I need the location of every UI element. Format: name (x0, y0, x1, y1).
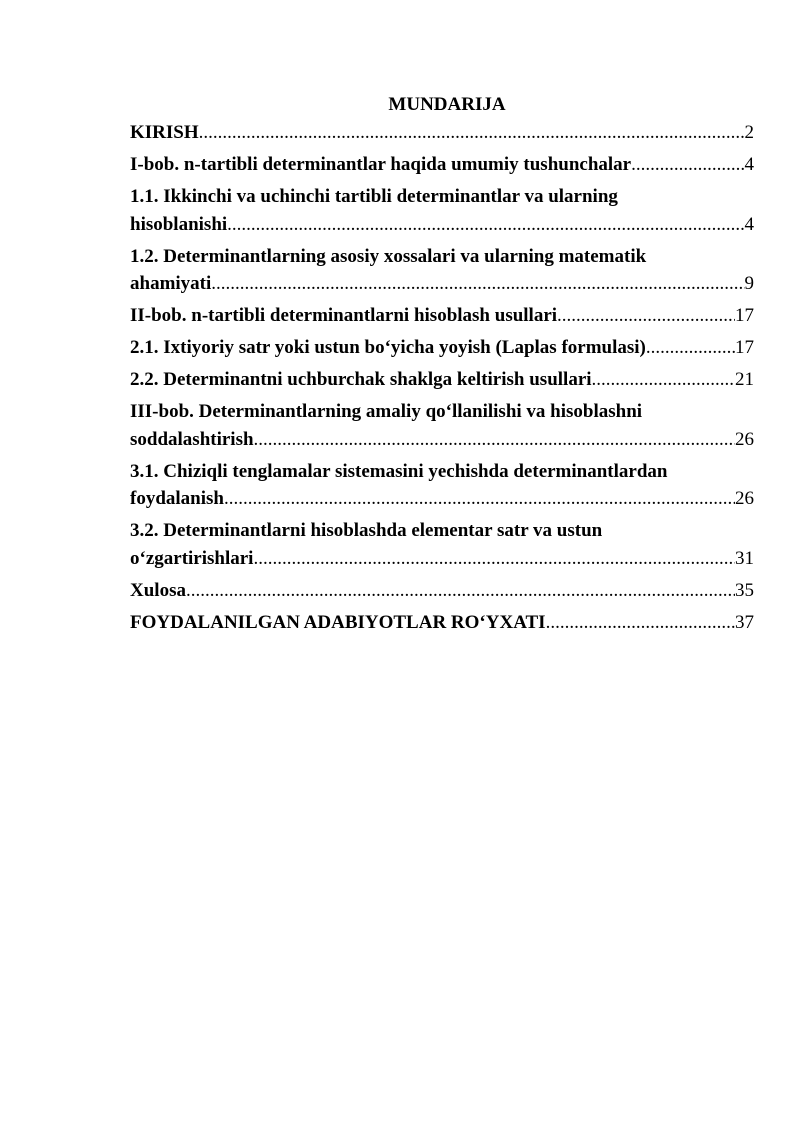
toc-entry-line (130, 302, 754, 330)
document-page (130, 92, 754, 641)
toc-entry-title: 3.1. Chiziqli tenglamalar sistemasini yechishda determinantlardan (130, 460, 668, 482)
toc-dot-leader (546, 609, 735, 637)
toc-entry-chapter-2[interactable] (130, 302, 754, 330)
toc-page-number: 26 (735, 428, 754, 450)
toc-page-number: 21 (735, 369, 754, 390)
toc-entry-title: II-bob. n-tartibli determinantlarni hisoblash usullari (130, 305, 558, 326)
toc-entry-title: Xulosa (130, 579, 186, 601)
toc-entry-section-1-2[interactable] (130, 243, 754, 298)
toc-dot-leader (186, 577, 735, 605)
toc-entry-title-continued: ahamiyati (130, 273, 212, 294)
toc-dot-leader (631, 151, 744, 179)
toc-entry-title-continued: soddalashtirish (130, 428, 254, 450)
toc-entry-references[interactable] (130, 609, 754, 637)
toc-page-number: 17 (735, 305, 754, 326)
toc-page-number: 26 (735, 488, 754, 509)
toc-dot-leader (227, 211, 744, 239)
toc-entry-chapter-3[interactable] (130, 398, 754, 453)
toc-page-number: 4 (744, 154, 754, 175)
toc-entry-title: KIRISH (130, 122, 199, 143)
toc-page-number: 31 (735, 547, 754, 569)
toc-entry-line (130, 119, 754, 147)
toc-entry-chapter-1[interactable] (130, 151, 754, 179)
toc-entry-line (130, 485, 754, 513)
toc-entry-line (130, 334, 754, 362)
toc-entry-line (130, 426, 754, 454)
page-title: MUNDARIJA (388, 94, 506, 115)
toc-dot-leader (646, 334, 735, 362)
toc-dot-leader (254, 426, 735, 454)
toc-page-number: 35 (735, 579, 754, 601)
toc-dot-leader (592, 366, 735, 394)
toc-entry-title-continued: hisoblanishi (130, 213, 228, 235)
toc-entry-section-2-2[interactable] (130, 366, 754, 394)
toc-entry-line (130, 211, 754, 239)
toc-dot-leader (557, 302, 735, 330)
toc-entry-section-3-1[interactable] (130, 458, 754, 513)
toc-entry-title: 3.2. Determinantlarni hisoblashda elementar satr va ustun (130, 520, 603, 541)
toc-entry-title: I-bob. n-tartibli determinantlar haqida umumiy tushunchalar (130, 154, 632, 175)
toc-page-number: 9 (744, 273, 754, 294)
toc-entry-title: 2.2. Determinantni uchburchak shaklga keltirish usullari (130, 369, 592, 390)
toc-entry-section-2-1[interactable] (130, 334, 754, 362)
toc-entry-title: FOYDALANILGAN ADABIYOTLAR RO‘YXATI (130, 611, 546, 633)
toc-entry-line (130, 366, 754, 394)
toc-dot-leader (199, 119, 745, 147)
toc-entry-section-3-2[interactable] (130, 517, 754, 572)
toc-page-number: 37 (735, 611, 754, 633)
toc-dot-leader (211, 270, 744, 298)
toc-entry-kirish[interactable] (130, 119, 754, 147)
toc-entry-xulosa[interactable] (130, 577, 754, 605)
toc-entry-title: 1.2. Determinantlarning asosiy xossalari va ularning matematik (130, 245, 647, 267)
toc-entry-section-1-1[interactable] (130, 183, 754, 238)
toc-entry-line (130, 270, 754, 298)
toc-entry-title-continued: o‘zgartirishlari (130, 547, 254, 569)
toc-entry-title-continued: foydalanish (130, 488, 224, 509)
toc-entry-title: 2.1. Ixtiyoriy satr yoki ustun bo‘yicha yoyish (Laplas formulasi) (130, 337, 646, 358)
toc-dot-leader (253, 545, 735, 573)
toc-dot-leader (224, 485, 735, 513)
toc-entry-line (130, 545, 754, 573)
table-of-contents (130, 119, 754, 636)
toc-page-number: 4 (744, 213, 754, 235)
toc-page-number: 17 (735, 337, 754, 358)
toc-entry-title: III-bob. Determinantlarning amaliy qo‘llanilishi va hisoblashni (130, 401, 643, 422)
toc-entry-line (130, 609, 754, 637)
toc-page-number: 2 (744, 122, 754, 143)
toc-entry-line (130, 577, 754, 605)
toc-entry-line (130, 151, 754, 179)
toc-entry-title: 1.1. Ikkinchi va uchinchi tartibli determinantlar va ularning (130, 186, 618, 207)
